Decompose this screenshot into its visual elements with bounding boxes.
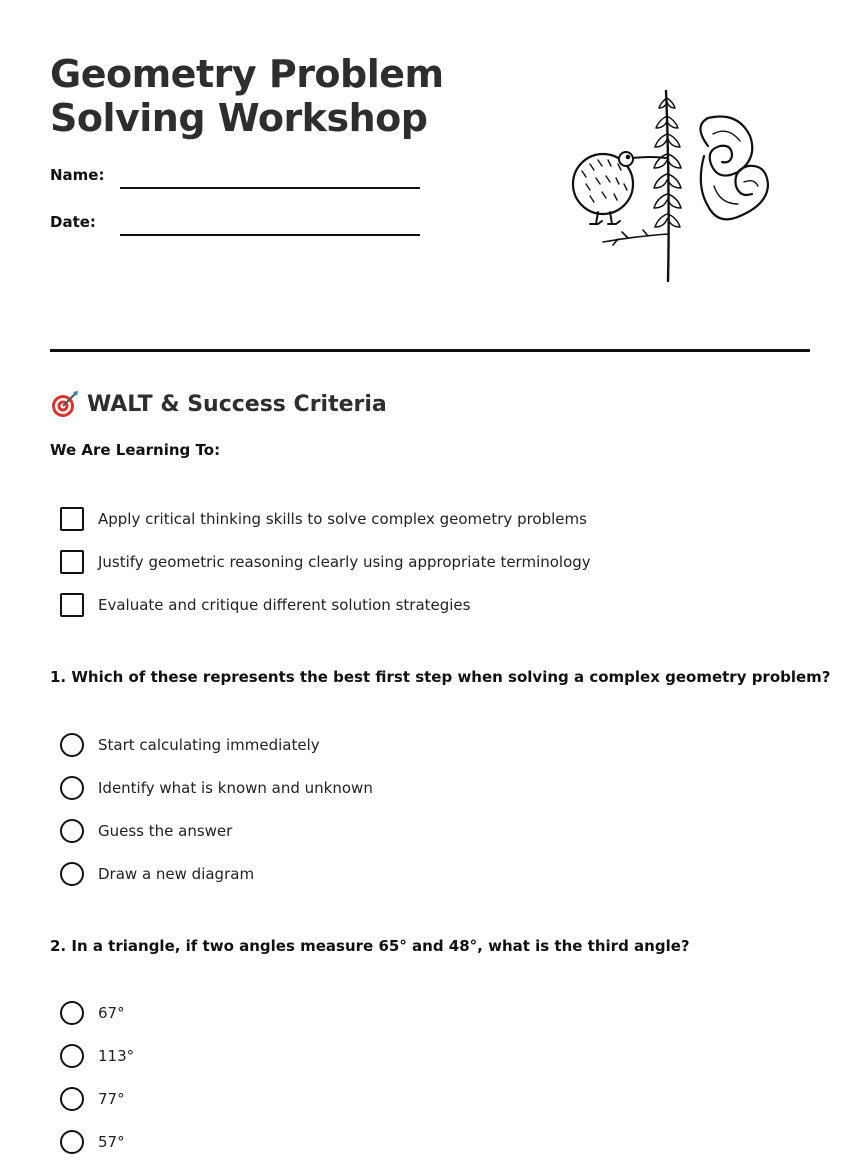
radio-button[interactable] xyxy=(60,1044,84,1068)
section-divider xyxy=(50,349,810,352)
criteria-checkbox[interactable] xyxy=(60,507,84,531)
criteria-checkbox[interactable] xyxy=(60,550,84,574)
target-dart-icon xyxy=(50,389,80,419)
criteria-label: Evaluate and critique different solution strategies xyxy=(98,596,471,614)
option-label: 67° xyxy=(98,1004,125,1022)
question-1-option[interactable] xyxy=(60,818,232,844)
kiwi-fern-koru-illustration xyxy=(568,86,778,286)
radio-button[interactable] xyxy=(60,1087,84,1111)
option-label: 57° xyxy=(98,1133,125,1151)
walt-subheading: We Are Learning To: xyxy=(50,441,221,459)
radio-button[interactable] xyxy=(60,819,84,843)
title-line-2: Solving Workshop xyxy=(50,96,428,140)
koru-swirl-icon xyxy=(701,116,769,219)
question-2-option[interactable] xyxy=(60,1043,134,1069)
option-label: Start calculating immediately xyxy=(98,736,320,754)
criteria-item[interactable] xyxy=(60,506,587,532)
name-label: Name: xyxy=(50,166,105,184)
question-1-option[interactable] xyxy=(60,732,320,758)
option-label: Draw a new diagram xyxy=(98,865,255,883)
question-2-option[interactable] xyxy=(60,1000,125,1026)
page-title xyxy=(50,52,444,140)
option-label: 77° xyxy=(98,1090,125,1108)
radio-button[interactable] xyxy=(60,776,84,800)
criteria-item[interactable] xyxy=(60,592,470,618)
question-1-option[interactable] xyxy=(60,861,254,887)
radio-button[interactable] xyxy=(60,1130,84,1154)
question-2-text: 2. In a triangle, if two angles measure 65° and 48°, what is the third angle? xyxy=(50,937,690,955)
date-label: Date: xyxy=(50,213,96,231)
criteria-label: Justify geometric reasoning clearly using appropriate terminology xyxy=(98,553,591,571)
radio-button[interactable] xyxy=(60,862,84,886)
criteria-item[interactable] xyxy=(60,549,591,575)
walt-heading-text: WALT & Success Criteria xyxy=(87,391,387,417)
kiwi-bird-icon xyxy=(573,152,666,224)
question-2-option[interactable] xyxy=(60,1129,125,1155)
name-field[interactable] xyxy=(120,187,420,189)
option-label: 113° xyxy=(98,1047,135,1065)
criteria-label: Apply critical thinking skills to solve complex geometry problems xyxy=(98,510,587,528)
option-label: Guess the answer xyxy=(98,822,233,840)
criteria-checkbox[interactable] xyxy=(60,593,84,617)
title-line-1: Geometry Problem xyxy=(50,52,444,96)
question-1-text: 1. Which of these represents the best first step when solving a complex geometry problem? xyxy=(50,668,831,686)
date-field[interactable] xyxy=(120,234,420,236)
walt-heading xyxy=(50,389,387,419)
option-label: Identify what is known and unknown xyxy=(98,779,373,797)
question-2-option[interactable] xyxy=(60,1086,125,1112)
radio-button[interactable] xyxy=(60,733,84,757)
radio-button[interactable] xyxy=(60,1001,84,1025)
question-1-option[interactable] xyxy=(60,775,373,801)
